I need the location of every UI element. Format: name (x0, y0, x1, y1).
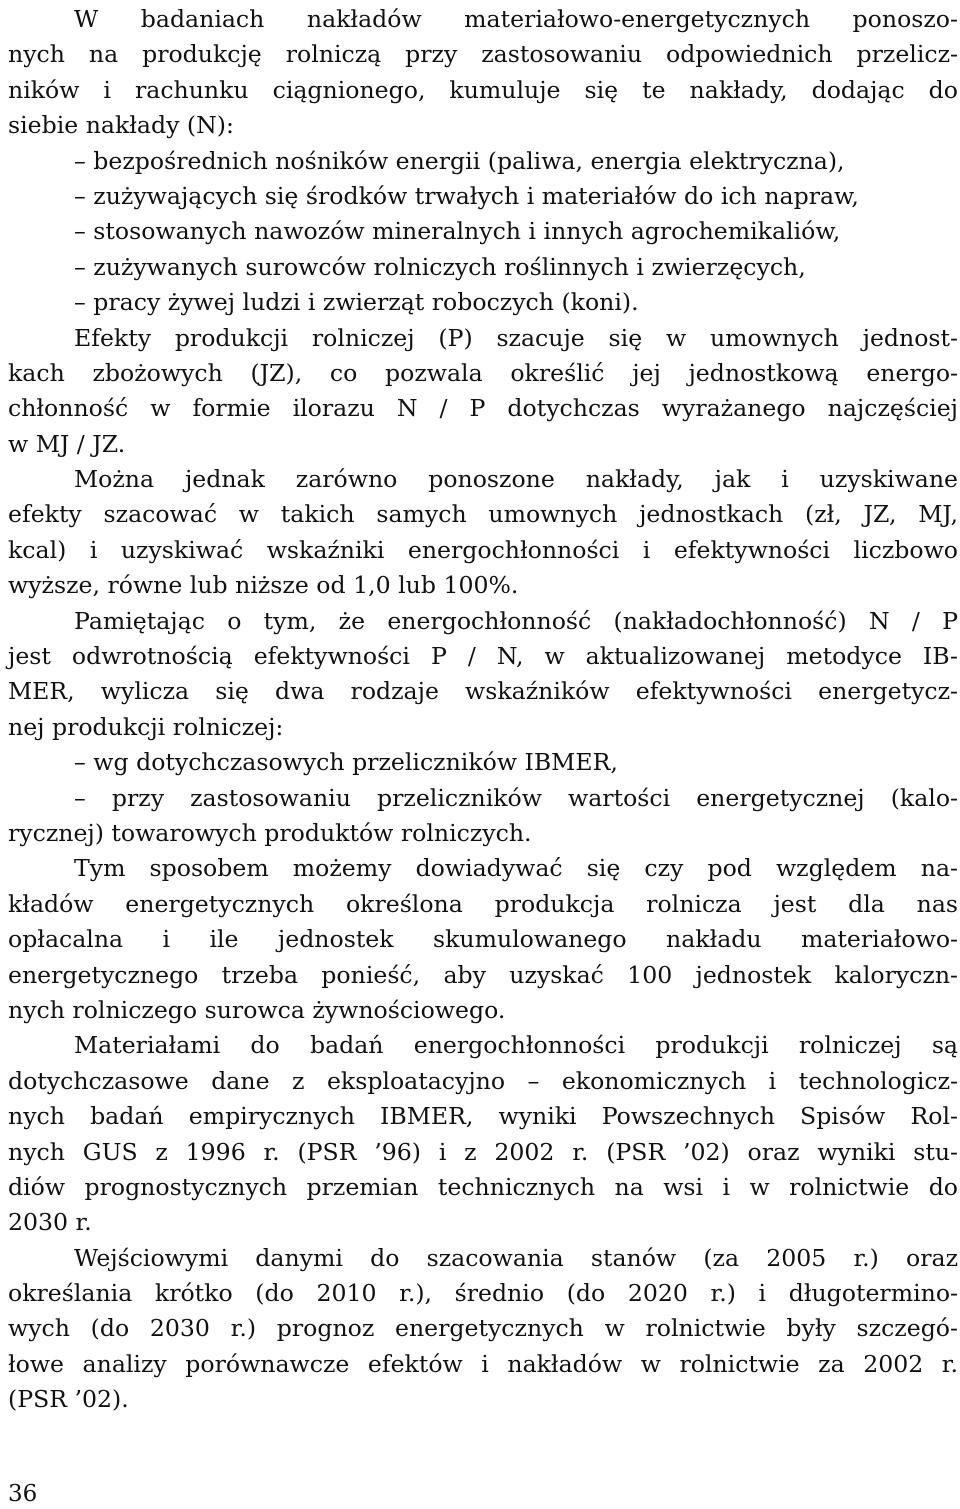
text-line: łowe analizy porównawcze efektów i nakładów w rolnictwie za 2002 r. (8, 1349, 958, 1378)
document-page (8, 2, 958, 1418)
text-line: diów prognostycznych przemian technicznych na wsi i w rolnictwie do (8, 1172, 958, 1201)
text-line: energetycznego trzeba ponieść, aby uzyskać 100 jednostek kaloryczn- (8, 960, 958, 989)
text-line: wyższe, równe lub niższe od 1,0 lub 100%. (8, 571, 519, 600)
text-line: MER, wylicza się dwa rodzaje wskaźników efektywności energetycz- (8, 677, 958, 706)
text-line: Pamiętając o tym, że energochłonność (nakładochłonność) N / P (74, 606, 958, 635)
text-line: określania krótko (do 2010 r.), średnio (do 2020 r.) i długotermino- (8, 1279, 958, 1308)
text-line: Materiałami do badań energochłonności produkcji rolniczej są (74, 1031, 958, 1060)
list-item: – zużywanych surowców rolniczych roślinnych i zwierzęcych, (74, 252, 806, 281)
page-number: 36 (8, 1481, 38, 1507)
text-line: Wejściowymi danymi do szacowania stanów (za 2005 r.) oraz (74, 1243, 958, 1272)
text-line: nej produkcji rolniczej: (8, 712, 284, 741)
text-line: wych (do 2030 r.) prognoz energetycznych w rolnictwie były szczegó- (8, 1314, 958, 1343)
list-item: – wg dotychczasowych przeliczników IBMER, (74, 748, 618, 777)
text-line: 2030 r. (8, 1208, 92, 1237)
text-line: efekty szacować w takich samych umownych jednostkach (zł, JZ, MJ, (8, 500, 958, 529)
text-line: Tym sposobem możemy dowiadywać się czy pod względem na- (74, 854, 958, 883)
text-line: Efekty produkcji rolniczej (P) szacuje się w umownych jednost- (74, 323, 958, 352)
text-line: nych badań empirycznych IBMER, wyniki Powszechnych Spisów Rol- (8, 1102, 958, 1131)
text-line: nych GUS z 1996 r. (PSR ’96) i z 2002 r. (PSR ’02) oraz wyniki stu- (8, 1137, 958, 1166)
text-line: kładów energetycznych określona produkcja rolnicza jest dla nas (8, 889, 958, 918)
list-item: – zużywających się środków trwałych i materiałów do ich napraw, (74, 181, 859, 210)
text-line: nych rolniczego surowca żywnościowego. (8, 995, 506, 1024)
text-line: kach zbożowych (JZ), co pozwala określić jej jednostkową energo- (8, 358, 958, 387)
text-line: nych na produkcję rolniczą przy zastosowaniu odpowiednich przelicz- (8, 40, 958, 69)
text-line: chłonność w formie ilorazu N / P dotychczas wyrażanego najczęściej (8, 394, 958, 423)
list-item: – przy zastosowaniu przeliczników wartości energetycznej (kalo- (74, 783, 958, 812)
list-item: – pracy żywej ludzi i zwierząt roboczych (koni). (74, 288, 639, 317)
list-item: – bezpośrednich nośników energii (paliwa, energia elektryczna), (74, 146, 845, 175)
text-line: kcal) i uzyskiwać wskaźniki energochłonności i efektywności liczbowo (8, 535, 958, 564)
text-line: Można jednak zarówno ponoszone nakłady, jak i uzyskiwane (74, 465, 958, 494)
text-line: jest odwrotnością efektywności P / N, w aktualizowanej metodyce IB- (8, 642, 958, 671)
text-line: w MJ / JZ. (8, 429, 126, 458)
text-line: rycznej) towarowych produktów rolniczych. (8, 818, 532, 847)
text-line: (PSR ’02). (8, 1385, 129, 1414)
text-line: siebie nakłady (N): (8, 111, 234, 140)
text-line: dotychczasowe dane z eksploatacyjno – ekonomicznych i technologicz- (8, 1066, 958, 1095)
text-line: opłacalna i ile jednostek skumulowanego nakładu materiałowo- (8, 925, 958, 954)
list-item: – stosowanych nawozów mineralnych i innych agrochemikaliów, (74, 217, 841, 246)
text-line: W badaniach nakładów materiałowo-energetycznych ponoszo- (74, 5, 958, 33)
text-line: ników i rachunku ciągnionego, kumuluje się te nakłady, dodając do (8, 75, 958, 104)
